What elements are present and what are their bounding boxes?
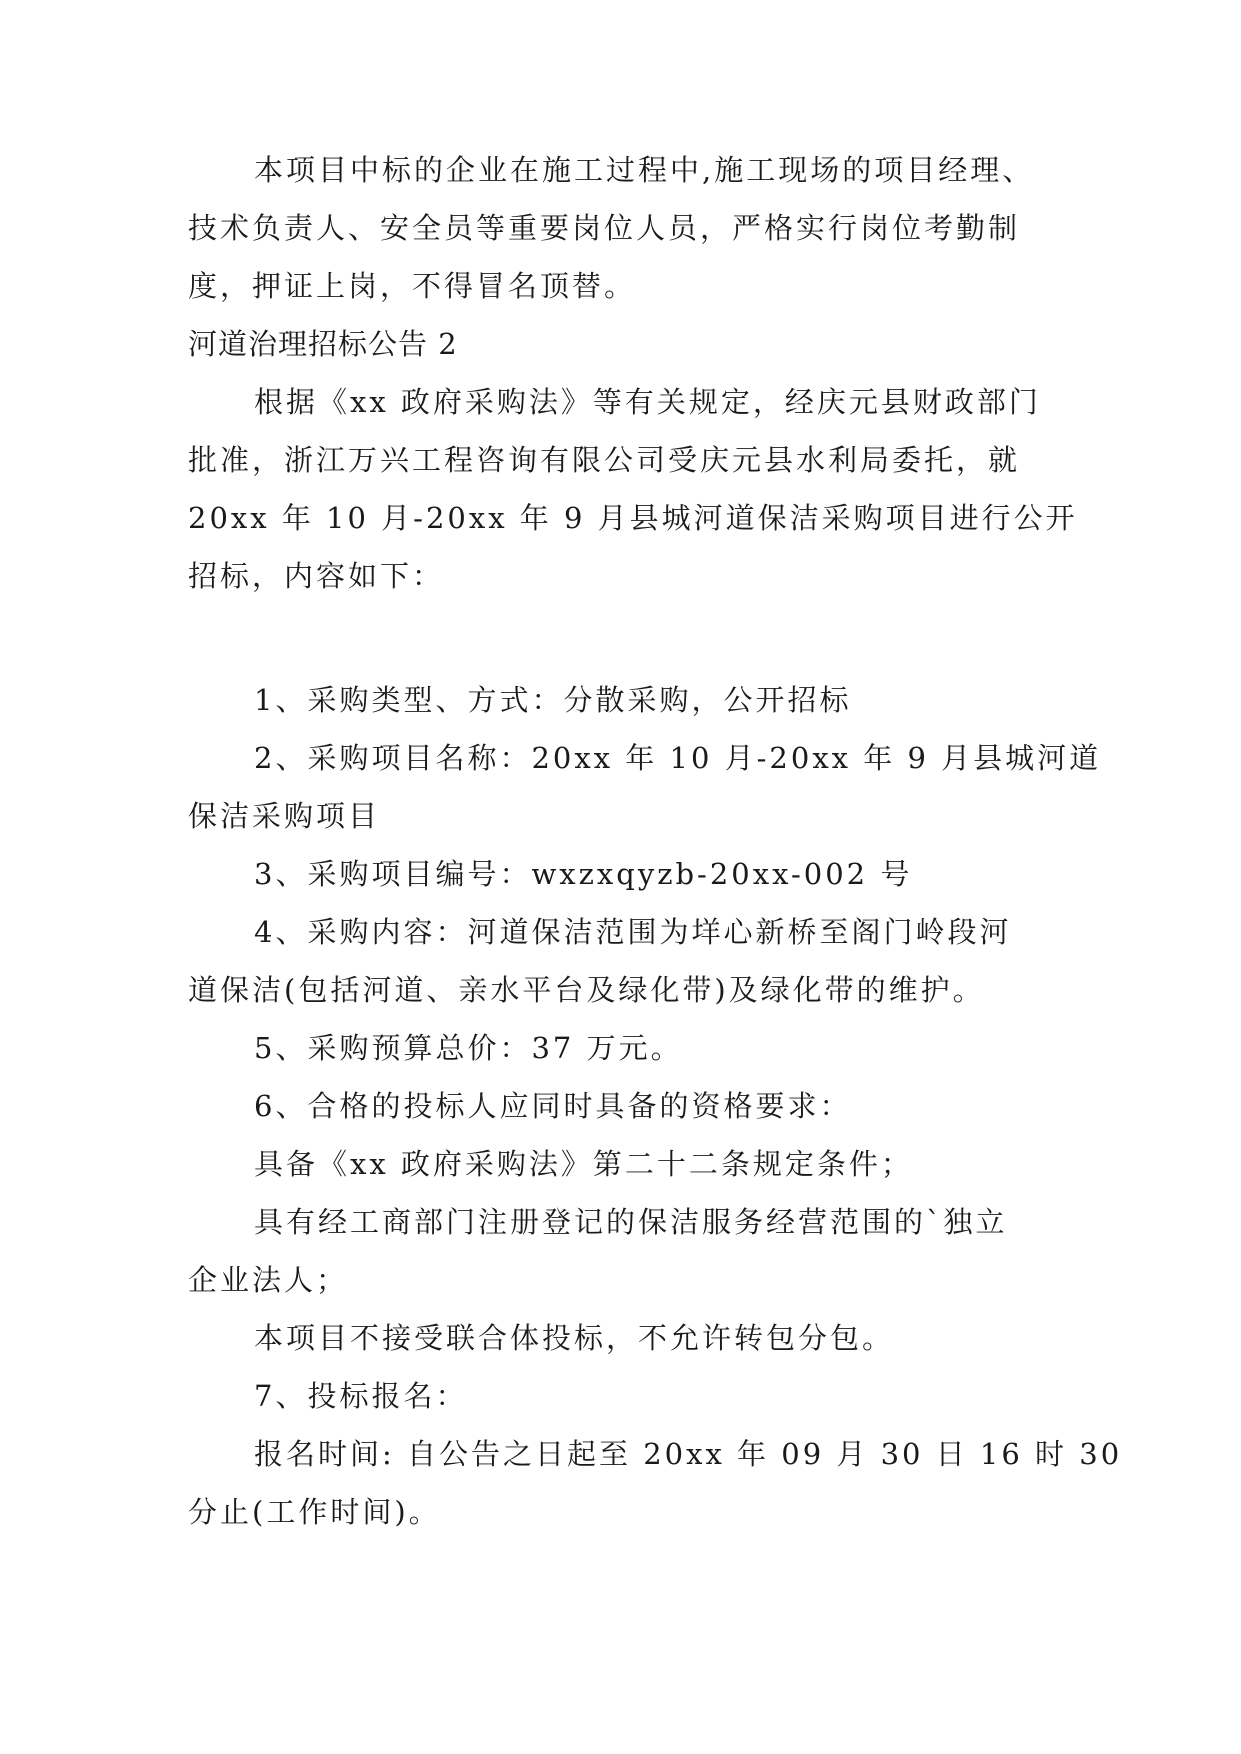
- paragraph-line: 根据《xx 政府采购法》等有关规定，经庆元县财政部门: [254, 385, 1041, 419]
- paragraph-line: 企业法人；: [188, 1263, 349, 1297]
- list-item-continuation: 保洁采购项目: [188, 799, 381, 833]
- paragraph-line: 本项目中标的企业在施工过程中,施工现场的项目经理、: [254, 153, 1035, 187]
- list-item: 4、采购内容：河道保洁范围为垟心新桥至阁门岭段河: [254, 915, 1012, 949]
- list-item: 5、采购预算总价：37 万元。: [254, 1031, 683, 1065]
- list-item-continuation: 道保洁(包括河道、亲水平台及绿化带)及绿化带的维护。: [188, 973, 985, 1007]
- paragraph-line: 20xx 年 10 月-20xx 年 9 月县城河道保洁采购项目进行公开: [188, 501, 1078, 535]
- list-item: 1、采购类型、方式：分散采购，公开招标: [254, 683, 852, 717]
- paragraph-line: 招标，内容如下：: [188, 559, 445, 593]
- list-item: 7、投标报名：: [254, 1379, 468, 1413]
- paragraph-line: 具备《xx 政府采购法》第二十二条规定条件；: [254, 1147, 913, 1181]
- list-item: 3、采购项目编号：wxzxqyzb-20xx-002 号: [254, 857, 913, 891]
- paragraph-line: 分止(工作时间)。: [188, 1495, 441, 1529]
- paragraph-line: 报名时间: 自公告之日起至 20xx 年 09 月 30 日 16 时 30: [254, 1437, 1123, 1471]
- list-item: 6、合格的投标人应同时具备的资格要求：: [254, 1089, 852, 1123]
- paragraph-line: 具有经工商部门注册登记的保洁服务经营范围的`独立: [254, 1205, 1008, 1239]
- paragraph-line: 批准，浙江万兴工程咨询有限公司受庆元县水利局委托，就: [188, 443, 1021, 477]
- paragraph-line: 度，押证上岗，不得冒名顶替。: [188, 269, 637, 303]
- paragraph-line: 技术负责人、安全员等重要岗位人员，严格实行岗位考勤制: [188, 211, 1021, 245]
- section-heading: 河道治理招标公告 2: [188, 327, 458, 361]
- list-item: 2、采购项目名称：20xx 年 10 月-20xx 年 9 月县城河道: [254, 741, 1102, 775]
- paragraph-line: 本项目不接受联合体投标，不允许转包分包。: [254, 1321, 895, 1355]
